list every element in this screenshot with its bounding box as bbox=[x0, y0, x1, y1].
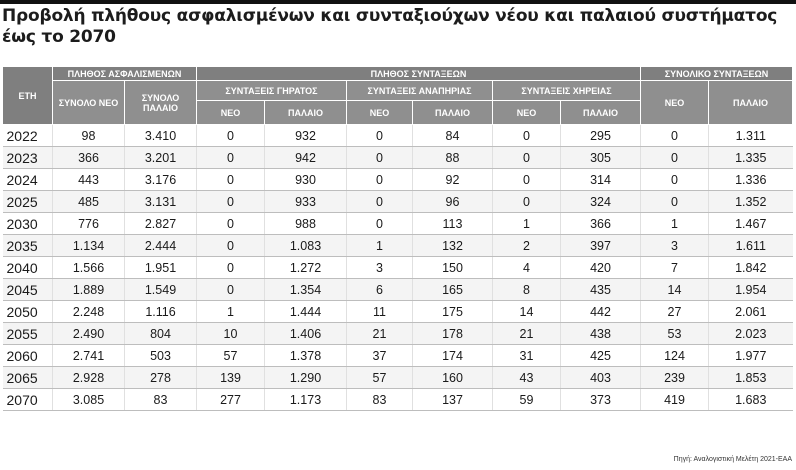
value-cell: 1.889 bbox=[53, 279, 125, 301]
value-cell: 3.201 bbox=[125, 147, 197, 169]
value-cell: 1.352 bbox=[709, 191, 793, 213]
value-cell: 2.061 bbox=[709, 301, 793, 323]
value-cell: 83 bbox=[347, 389, 413, 411]
value-cell: 0 bbox=[347, 147, 413, 169]
table-body bbox=[3, 125, 793, 411]
value-cell: 1 bbox=[493, 213, 561, 235]
value-cell: 0 bbox=[197, 125, 265, 147]
value-cell: 239 bbox=[641, 367, 709, 389]
value-cell: 14 bbox=[641, 279, 709, 301]
value-cell: 1.083 bbox=[265, 235, 347, 257]
value-cell: 10 bbox=[197, 323, 265, 345]
value-cell: 178 bbox=[413, 323, 493, 345]
value-cell: 277 bbox=[197, 389, 265, 411]
value-cell: 419 bbox=[641, 389, 709, 411]
value-cell: 57 bbox=[347, 367, 413, 389]
value-cell: 8 bbox=[493, 279, 561, 301]
value-cell: 0 bbox=[493, 191, 561, 213]
value-cell: 1.954 bbox=[709, 279, 793, 301]
header-disability: ΣΥΝΤΑΞΕΙΣ ΑΝΑΠΗΡΙΑΣ bbox=[347, 81, 493, 101]
value-cell: 1.951 bbox=[125, 257, 197, 279]
value-cell: 776 bbox=[53, 213, 125, 235]
value-cell: 2.741 bbox=[53, 345, 125, 367]
value-cell: 174 bbox=[413, 345, 493, 367]
value-cell: 0 bbox=[493, 169, 561, 191]
value-cell: 139 bbox=[197, 367, 265, 389]
header-total-new: ΣΥΝΟΛΟ ΝΕΟ bbox=[53, 81, 125, 125]
value-cell: 1.549 bbox=[125, 279, 197, 301]
value-cell: 6 bbox=[347, 279, 413, 301]
table-row bbox=[3, 191, 793, 213]
value-cell: 57 bbox=[197, 345, 265, 367]
value-cell: 942 bbox=[265, 147, 347, 169]
year-cell: 2022 bbox=[3, 125, 53, 147]
year-cell: 2024 bbox=[3, 169, 53, 191]
table-row bbox=[3, 323, 793, 345]
value-cell: 1.842 bbox=[709, 257, 793, 279]
value-cell: 4 bbox=[493, 257, 561, 279]
value-cell: 1.116 bbox=[125, 301, 197, 323]
header-total-new-pensions: ΝΕΟ bbox=[641, 81, 709, 125]
value-cell: 932 bbox=[265, 125, 347, 147]
value-cell: 124 bbox=[641, 345, 709, 367]
value-cell: 0 bbox=[641, 125, 709, 147]
value-cell: 443 bbox=[53, 169, 125, 191]
header-disability-new: ΝΕΟ bbox=[347, 101, 413, 125]
value-cell: 485 bbox=[53, 191, 125, 213]
value-cell: 2.827 bbox=[125, 213, 197, 235]
year-cell: 2030 bbox=[3, 213, 53, 235]
table-row bbox=[3, 125, 793, 147]
year-cell: 2035 bbox=[3, 235, 53, 257]
header-total-old: ΣΥΝΟΛΟ ΠΑΛΑΙΟ bbox=[125, 81, 197, 125]
value-cell: 1.611 bbox=[709, 235, 793, 257]
value-cell: 21 bbox=[347, 323, 413, 345]
header-disability-old: ΠΑΛΑΙΟ bbox=[413, 101, 493, 125]
header-years: ΕΤΗ bbox=[3, 67, 53, 125]
table-row bbox=[3, 147, 793, 169]
value-cell: 425 bbox=[561, 345, 641, 367]
value-cell: 53 bbox=[641, 323, 709, 345]
year-cell: 2025 bbox=[3, 191, 53, 213]
header-total-pensions: ΣΥΝΟΛΙΚΟ ΣΥΝΤΑΞΕΩΝ bbox=[641, 67, 793, 81]
value-cell: 1.311 bbox=[709, 125, 793, 147]
value-cell: 11 bbox=[347, 301, 413, 323]
value-cell: 305 bbox=[561, 147, 641, 169]
header-old-age: ΣΥΝΤΑΞΕΙΣ ΓΗΡΑΤΟΣ bbox=[197, 81, 347, 101]
value-cell: 930 bbox=[265, 169, 347, 191]
data-table bbox=[2, 66, 793, 411]
header-widow-new: ΝΕΟ bbox=[493, 101, 561, 125]
source-note: Πηγή: Αναλογιστική Μελέτη 2021-ΕΑΑ bbox=[673, 456, 792, 463]
value-cell: 0 bbox=[197, 257, 265, 279]
year-cell: 2055 bbox=[3, 323, 53, 345]
value-cell: 3.085 bbox=[53, 389, 125, 411]
header-old-age-old: ΠΑΛΑΙΟ bbox=[265, 101, 347, 125]
value-cell: 113 bbox=[413, 213, 493, 235]
value-cell: 165 bbox=[413, 279, 493, 301]
value-cell: 59 bbox=[493, 389, 561, 411]
value-cell: 27 bbox=[641, 301, 709, 323]
value-cell: 1.444 bbox=[265, 301, 347, 323]
value-cell: 3.131 bbox=[125, 191, 197, 213]
year-cell: 2045 bbox=[3, 279, 53, 301]
value-cell: 1.272 bbox=[265, 257, 347, 279]
value-cell: 403 bbox=[561, 367, 641, 389]
value-cell: 84 bbox=[413, 125, 493, 147]
header-old-age-new: ΝΕΟ bbox=[197, 101, 265, 125]
value-cell: 96 bbox=[413, 191, 493, 213]
value-cell: 3.176 bbox=[125, 169, 197, 191]
value-cell: 1.335 bbox=[709, 147, 793, 169]
value-cell: 3 bbox=[347, 257, 413, 279]
value-cell: 2.248 bbox=[53, 301, 125, 323]
value-cell: 150 bbox=[413, 257, 493, 279]
value-cell: 420 bbox=[561, 257, 641, 279]
value-cell: 933 bbox=[265, 191, 347, 213]
value-cell: 1.354 bbox=[265, 279, 347, 301]
value-cell: 438 bbox=[561, 323, 641, 345]
year-cell: 2065 bbox=[3, 367, 53, 389]
value-cell: 132 bbox=[413, 235, 493, 257]
value-cell: 0 bbox=[347, 125, 413, 147]
value-cell: 1.173 bbox=[265, 389, 347, 411]
year-cell: 2023 bbox=[3, 147, 53, 169]
value-cell: 43 bbox=[493, 367, 561, 389]
value-cell: 1 bbox=[641, 213, 709, 235]
value-cell: 366 bbox=[53, 147, 125, 169]
value-cell: 88 bbox=[413, 147, 493, 169]
year-cell: 2060 bbox=[3, 345, 53, 367]
value-cell: 2 bbox=[493, 235, 561, 257]
header-widow-old: ΠΑΛΑΙΟ bbox=[561, 101, 641, 125]
header-total-old-pensions: ΠΑΛΑΙΟ bbox=[709, 81, 793, 125]
value-cell: 3 bbox=[641, 235, 709, 257]
value-cell: 1.977 bbox=[709, 345, 793, 367]
value-cell: 373 bbox=[561, 389, 641, 411]
table-row bbox=[3, 367, 793, 389]
value-cell: 1.290 bbox=[265, 367, 347, 389]
value-cell: 0 bbox=[197, 169, 265, 191]
value-cell: 1.336 bbox=[709, 169, 793, 191]
value-cell: 0 bbox=[197, 191, 265, 213]
value-cell: 0 bbox=[641, 169, 709, 191]
value-cell: 21 bbox=[493, 323, 561, 345]
value-cell: 1.467 bbox=[709, 213, 793, 235]
value-cell: 397 bbox=[561, 235, 641, 257]
value-cell: 0 bbox=[197, 279, 265, 301]
value-cell: 0 bbox=[197, 235, 265, 257]
value-cell: 92 bbox=[413, 169, 493, 191]
value-cell: 1.853 bbox=[709, 367, 793, 389]
value-cell: 442 bbox=[561, 301, 641, 323]
value-cell: 1.134 bbox=[53, 235, 125, 257]
value-cell: 14 bbox=[493, 301, 561, 323]
value-cell: 1 bbox=[197, 301, 265, 323]
header-widow: ΣΥΝΤΑΞΕΙΣ ΧΗΡΕΙΑΣ bbox=[493, 81, 641, 101]
value-cell: 98 bbox=[53, 125, 125, 147]
value-cell: 295 bbox=[561, 125, 641, 147]
top-rule bbox=[0, 0, 796, 4]
value-cell: 83 bbox=[125, 389, 197, 411]
year-cell: 2050 bbox=[3, 301, 53, 323]
page-title: Προβολή πλήθους ασφαλισμένων και συνταξιούχων νέου και παλαιού συστήματος έως το 2070 bbox=[2, 6, 778, 47]
table-row bbox=[3, 301, 793, 323]
value-cell: 1.683 bbox=[709, 389, 793, 411]
table-row bbox=[3, 279, 793, 301]
value-cell: 0 bbox=[347, 169, 413, 191]
value-cell: 0 bbox=[347, 213, 413, 235]
value-cell: 2.490 bbox=[53, 323, 125, 345]
value-cell: 7 bbox=[641, 257, 709, 279]
value-cell: 324 bbox=[561, 191, 641, 213]
value-cell: 1 bbox=[347, 235, 413, 257]
value-cell: 2.928 bbox=[53, 367, 125, 389]
table-row bbox=[3, 389, 793, 411]
value-cell: 0 bbox=[197, 213, 265, 235]
value-cell: 0 bbox=[493, 125, 561, 147]
value-cell: 0 bbox=[197, 147, 265, 169]
value-cell: 0 bbox=[641, 191, 709, 213]
table-row bbox=[3, 235, 793, 257]
value-cell: 366 bbox=[561, 213, 641, 235]
value-cell: 988 bbox=[265, 213, 347, 235]
value-cell: 503 bbox=[125, 345, 197, 367]
header-insured: ΠΛΗΘΟΣ ΑΣΦΑΛΙΣΜΕΝΩΝ bbox=[53, 67, 197, 81]
value-cell: 175 bbox=[413, 301, 493, 323]
year-cell: 2070 bbox=[3, 389, 53, 411]
value-cell: 0 bbox=[641, 147, 709, 169]
value-cell: 137 bbox=[413, 389, 493, 411]
value-cell: 31 bbox=[493, 345, 561, 367]
table-row bbox=[3, 257, 793, 279]
value-cell: 37 bbox=[347, 345, 413, 367]
table-row bbox=[3, 213, 793, 235]
value-cell: 3.410 bbox=[125, 125, 197, 147]
value-cell: 160 bbox=[413, 367, 493, 389]
value-cell: 2.023 bbox=[709, 323, 793, 345]
year-cell: 2040 bbox=[3, 257, 53, 279]
table-row bbox=[3, 169, 793, 191]
value-cell: 0 bbox=[493, 147, 561, 169]
value-cell: 314 bbox=[561, 169, 641, 191]
value-cell: 1.566 bbox=[53, 257, 125, 279]
value-cell: 0 bbox=[347, 191, 413, 213]
value-cell: 278 bbox=[125, 367, 197, 389]
value-cell: 804 bbox=[125, 323, 197, 345]
table-row bbox=[3, 345, 793, 367]
value-cell: 1.406 bbox=[265, 323, 347, 345]
value-cell: 1.378 bbox=[265, 345, 347, 367]
header-pensions: ΠΛΗΘΟΣ ΣΥΝΤΑΞΕΩΝ bbox=[197, 67, 641, 81]
value-cell: 2.444 bbox=[125, 235, 197, 257]
value-cell: 435 bbox=[561, 279, 641, 301]
